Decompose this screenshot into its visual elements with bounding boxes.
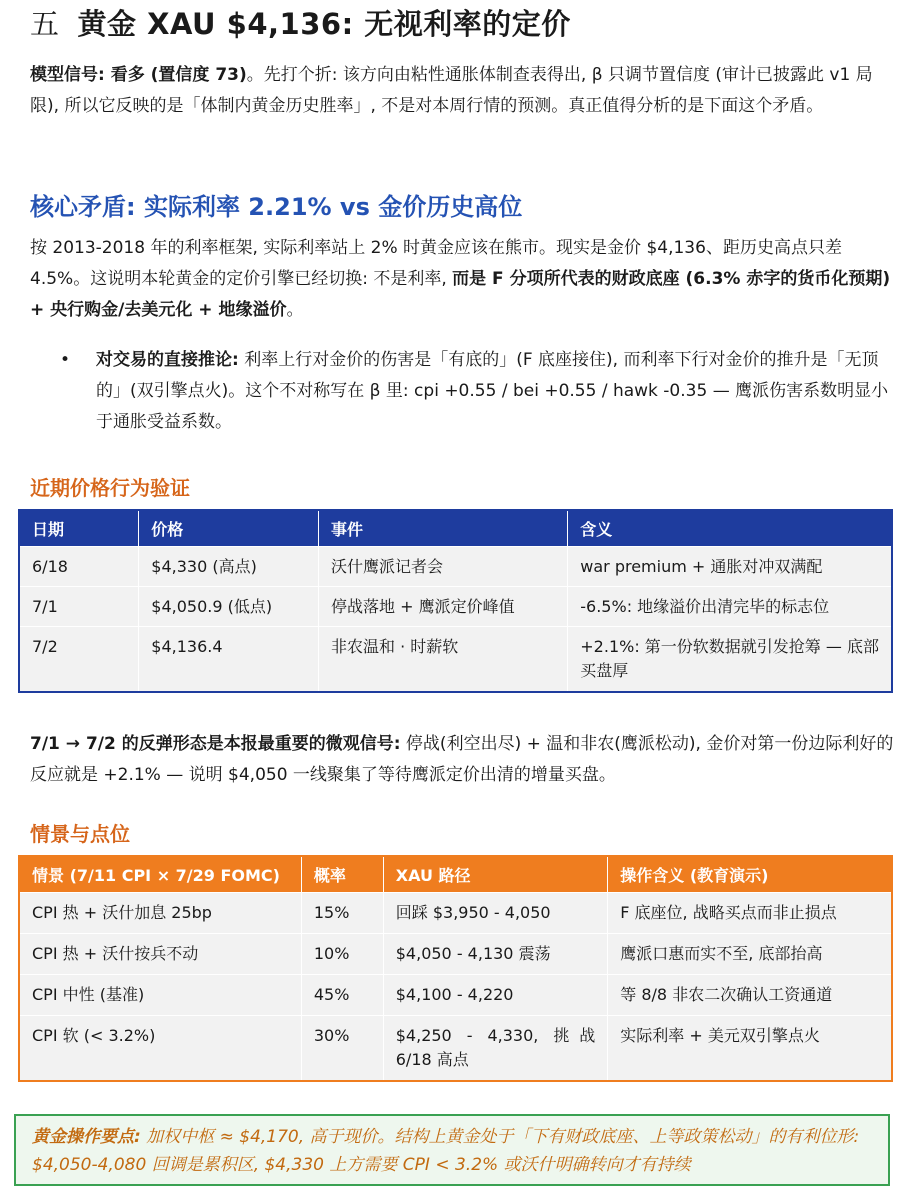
core-text: 按 2013-2018 年的利率框架, 实际利率站上 2% 时黄金应该在熊市。现实是金价 $4,136、距历史高点只差 4.5%。这说明本轮黄金的定价引擎已经切换: 不是利率, — [30, 238, 842, 289]
model-signal-label: 模型信号: 看多 (置信度 73) — [30, 65, 247, 85]
table-row — [19, 1015, 892, 1081]
core-contradiction-heading: 核心矛盾: 实际利率 2.21% vs 金价历史高位 — [30, 193, 523, 221]
table-cell: 回踩 $3,950 - 4,050 — [383, 892, 608, 933]
column-header: XAU 路径 — [383, 856, 608, 892]
table-cell: $4,250 - 4,330, 挑战 6/18 高点 — [383, 1015, 608, 1081]
price-action-table — [18, 509, 893, 693]
table-cell: CPI 中性 (基准) — [19, 974, 301, 1015]
table-cell: +2.1%: 第一份软数据就引发抢筹 — 底部买盘厚 — [568, 626, 892, 692]
table-cell: 7/2 — [19, 626, 139, 692]
table-row — [19, 626, 892, 692]
bullet-text: 利率上行对金价的伤害是「有底的」(F 底座接住), 而利率下行对金价的推升是「无顶的」(双引擎点火)。这个不对称写在 β 里: cpi +0.55 / bei +0.55 / hawk -0.35 — 鹰派伤害系数明显小于通胀受益系数。 — [96, 350, 889, 432]
bullet-mark: • — [60, 350, 71, 370]
core-text-end: 。 — [286, 300, 304, 320]
table-cell: 15% — [301, 892, 383, 933]
table-cell: F 底座位, 战略买点而非止损点 — [608, 892, 892, 933]
table-cell: $4,050 - 4,130 震荡 — [383, 933, 608, 974]
column-header: 操作含义 (教育演示) — [608, 856, 892, 892]
table-row — [19, 546, 892, 586]
section-number: 五 — [30, 7, 60, 41]
table-cell: 6/18 — [19, 546, 139, 586]
table-cell: -6.5%: 地缘溢价出清完毕的标志位 — [568, 586, 892, 626]
table-cell: CPI 热 + 沃什加息 25bp — [19, 892, 301, 933]
column-header: 情景 (7/11 CPI × 7/29 FOMC) — [19, 856, 301, 892]
scenario-table — [18, 855, 893, 1082]
bullet-content — [96, 345, 896, 438]
gold-operation-callout — [14, 1114, 890, 1186]
intro-text: 。先打个折: 该方向由粘性通胀体制查表得出, β 只调节置信度 (审计已披露此 v1 局限), 所以它反映的是「体制内黄金历史胜率」, 不是对本周行情的预测。真正值得分析的是下面这个矛盾。 — [30, 65, 873, 116]
rebound-note — [30, 729, 900, 791]
table-header-row — [19, 856, 892, 892]
rebound-note-text: 停战(利空出尽) + 温和非农(鹰派松动), 金价对第一份边际利好的反应就是 +2.1% — 说明 $4,050 一线聚集了等待鹰派定价出清的增量买盘。 — [30, 734, 894, 785]
table-cell: 鹰派口惠而实不至, 底部抬高 — [608, 933, 892, 974]
table-cell: 沃什鹰派记者会 — [319, 546, 568, 586]
table-cell: CPI 软 (< 3.2%) — [19, 1015, 301, 1081]
table-cell: $4,050.9 (低点) — [139, 586, 319, 626]
table-cell: 30% — [301, 1015, 383, 1081]
core-bold-text: 而是 F 分项所代表的财政底座 (6.3% 赤字的货币化预期) + 央行购金/去美元化 + 地缘溢价 — [30, 269, 891, 320]
table-cell: $4,100 - 4,220 — [383, 974, 608, 1015]
table-row — [19, 933, 892, 974]
table-cell: 停战落地 + 鹰派定价峰值 — [319, 586, 568, 626]
table-cell: 等 8/8 非农二次确认工资通道 — [608, 974, 892, 1015]
table-row — [19, 586, 892, 626]
rebound-note-label: 7/1 → 7/2 的反弹形态是本报最重要的微观信号: — [30, 734, 401, 754]
table-cell: CPI 热 + 沃什按兵不动 — [19, 933, 301, 974]
table-cell: 7/1 — [19, 586, 139, 626]
table-cell: $4,330 (高点) — [139, 546, 319, 586]
table-cell: $4,136.4 — [139, 626, 319, 692]
column-header: 含义 — [568, 510, 892, 546]
table-cell: 非农温和 · 时薪软 — [319, 626, 568, 692]
table-row — [19, 974, 892, 1015]
section-title-text: 黄金 XAU $4,136: 无视利率的定价 — [77, 7, 571, 41]
callout-label: 黄金操作要点: — [32, 1127, 141, 1147]
column-header: 概率 — [301, 856, 383, 892]
core-paragraph — [30, 233, 900, 326]
section-title — [30, 2, 571, 43]
table-cell: war premium + 通胀对冲双满配 — [568, 546, 892, 586]
scenario-heading: 情景与点位 — [30, 822, 130, 846]
table-cell: 实际利率 + 美元双引擎点火 — [608, 1015, 892, 1081]
table-cell: 45% — [301, 974, 383, 1015]
table-cell: 10% — [301, 933, 383, 974]
price-action-heading: 近期价格行为验证 — [30, 476, 190, 500]
column-header: 日期 — [19, 510, 139, 546]
column-header: 价格 — [139, 510, 319, 546]
table-row — [19, 892, 892, 933]
column-header: 事件 — [319, 510, 568, 546]
table-header-row — [19, 510, 892, 546]
callout-text: 加权中枢 ≈ $4,170, 高于现价。结构上黄金处于「下有财政底座、上等政策松动」的有利位形: $4,050-4,080 回调是累积区, $4,330 上方需要 CPI < 3.2% 或沃什明确转向才有持续 — [32, 1127, 860, 1175]
bullet-label: 对交易的直接推论: — [96, 350, 239, 370]
intro-paragraph — [30, 60, 900, 122]
